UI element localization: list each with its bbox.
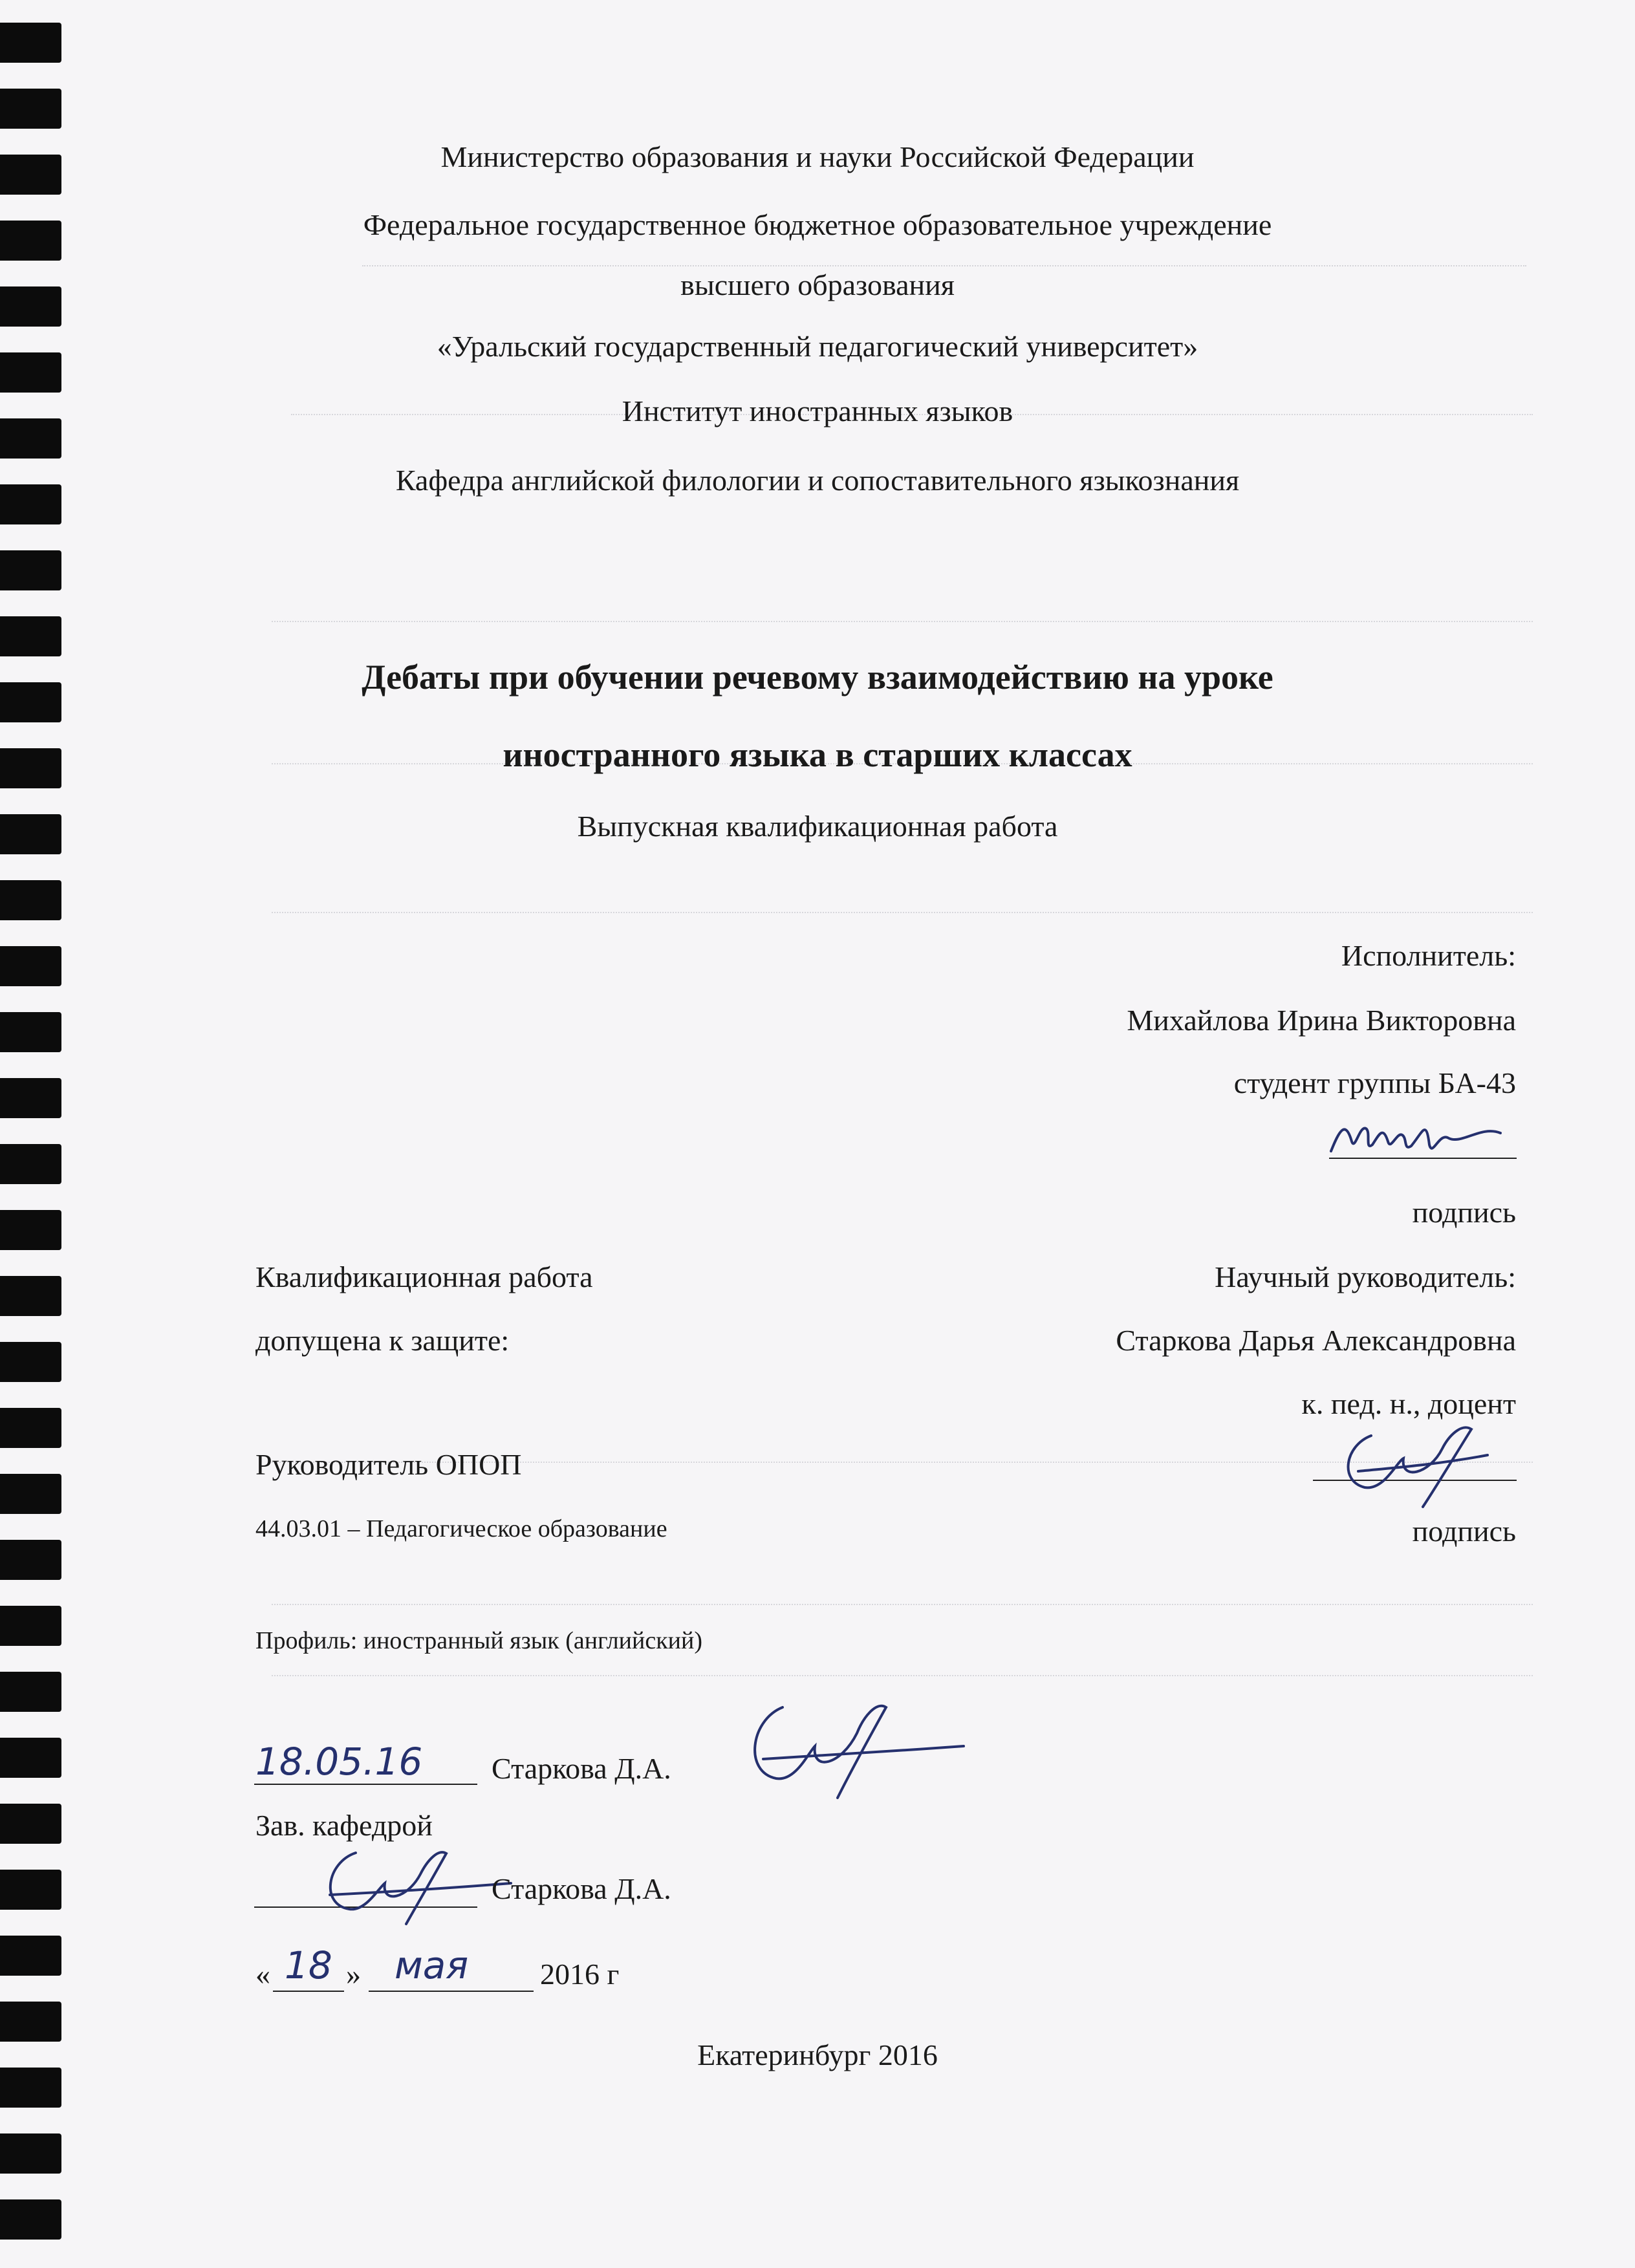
institution-line-2: высшего образования: [680, 268, 955, 301]
binding-ring: [0, 1936, 61, 1976]
binding-ring: [0, 89, 61, 129]
handwritten-month: мая: [395, 1943, 469, 1987]
author-group: студент группы БА-43: [1233, 1066, 1516, 1099]
binding-ring: [0, 1408, 61, 1448]
binding-ring: [0, 1870, 61, 1910]
binding-ring: [0, 1342, 61, 1382]
binding-ring: [0, 1078, 61, 1118]
program-head-signature: [724, 1681, 970, 1804]
binding-ring: [0, 880, 61, 920]
head-of-department-label: Зав. кафедрой: [255, 1809, 433, 1842]
date-month-line: [369, 1991, 534, 1992]
author-name: Михайлова Ирина Викторовна: [1127, 1004, 1516, 1037]
binding-ring: [0, 2002, 61, 2042]
binding-ring: [0, 1144, 61, 1184]
thesis-title-line-2: иностранного языка в старших классах: [503, 735, 1132, 774]
handwritten-day: 18: [285, 1943, 332, 1987]
binding-ring: [0, 2199, 61, 2240]
binding-ring: [0, 1738, 61, 1778]
university-name: «Уральский государственный педагогический университет»: [437, 330, 1198, 363]
supervisor-signature: [1332, 1410, 1500, 1513]
binding-ring: [0, 946, 61, 986]
author-role: Исполнитель:: [1341, 939, 1516, 972]
date-open-quote: «: [255, 1958, 270, 1991]
date-day-line: [273, 1991, 344, 1992]
supervisor-signature-caption: подпись: [1412, 1515, 1516, 1548]
head-name: Старкова Д.А.: [492, 1872, 671, 1905]
binding-ring: [0, 1276, 61, 1316]
handwritten-date: 18.05.16: [255, 1740, 423, 1784]
program-head-label: Руководитель ОПОП: [255, 1448, 522, 1481]
head-signature: [304, 1830, 517, 1927]
binding-ring: [0, 1606, 61, 1646]
binding-ring: [0, 1210, 61, 1250]
binding-ring: [0, 1804, 61, 1844]
binding-ring: [0, 1672, 61, 1712]
institute-name: Институт иностранных языков: [622, 394, 1013, 427]
supervisor-degree: к. пед. н., доцент: [1301, 1387, 1516, 1420]
admission-line-2: допущена к защите:: [255, 1324, 510, 1357]
program-head-date-line: [254, 1784, 477, 1785]
binding-ring: [0, 616, 61, 656]
author-signature-caption: подпись: [1412, 1196, 1516, 1229]
binding-ring: [0, 1474, 61, 1514]
thesis-title-line-1: Дебаты при обучении речевому взаимодействию на уроке: [362, 658, 1273, 697]
thesis-subtitle: Выпускная квалификационная работа: [577, 810, 1058, 843]
admission-line-1: Квалификационная работа: [255, 1260, 593, 1293]
binding-ring: [0, 23, 61, 63]
binding-ring: [0, 2133, 61, 2174]
supervisor-name: Старкова Дарья Александровна: [1116, 1324, 1516, 1357]
binding-ring: [0, 550, 61, 590]
binding-ring: [0, 1540, 61, 1580]
binding-ring: [0, 2068, 61, 2108]
program-head-name: Старкова Д.А.: [492, 1752, 671, 1785]
binding-ring: [0, 1012, 61, 1052]
program-code: 44.03.01 – Педагогическое образование: [255, 1515, 667, 1542]
ministry-line: Министерство образования и науки Российской Федерации: [440, 140, 1195, 173]
department-name: Кафедра английской филологии и сопоставительного языкознания: [395, 464, 1240, 497]
institution-line-1: Федеральное государственное бюджетное образовательное учреждение: [363, 208, 1272, 241]
date-close-quote: »: [346, 1958, 361, 1991]
date-year: 2016 г: [540, 1958, 620, 1991]
city-year: Екатеринбург 2016: [697, 2038, 938, 2071]
supervisor-role: Научный руководитель:: [1215, 1260, 1516, 1293]
program-profile: Профиль: иностранный язык (английский): [255, 1627, 702, 1654]
author-signature: [1326, 1106, 1520, 1164]
